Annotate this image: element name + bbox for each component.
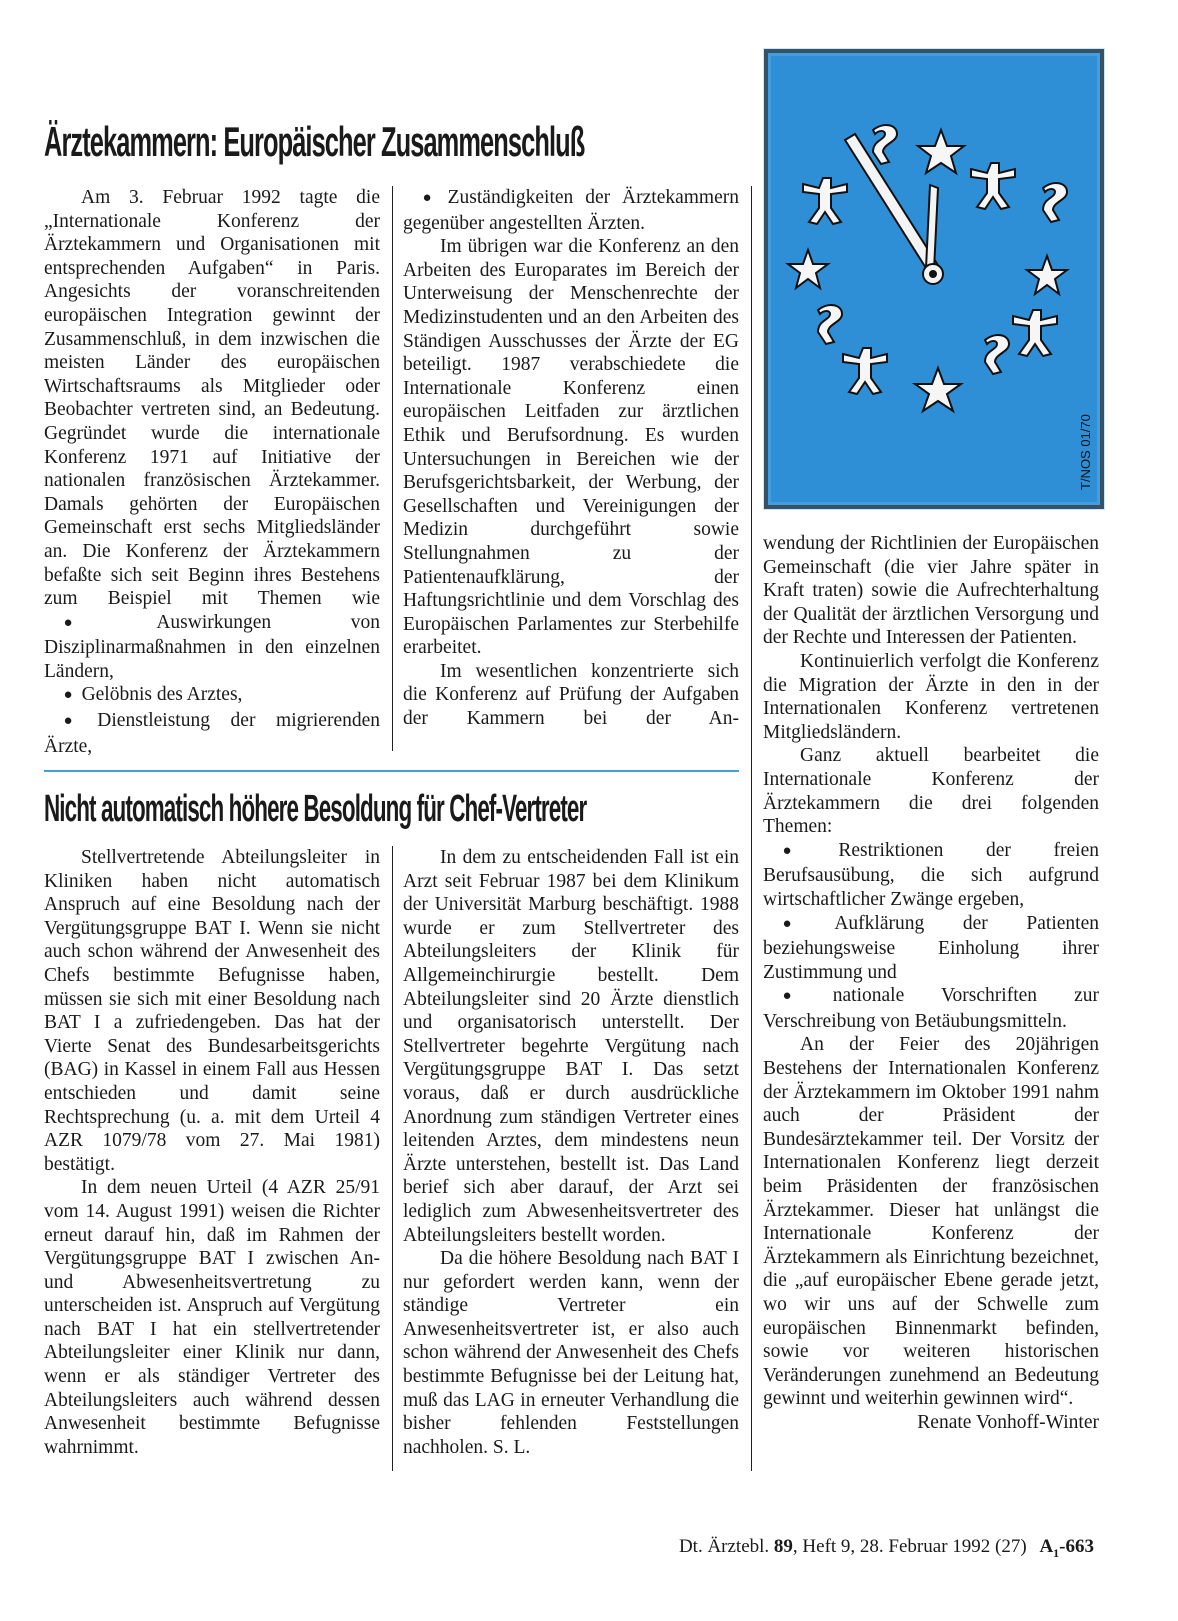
bullet-item: ● Restriktionen der freien Berufsausübung, die sich aufgrund wirtschaftlicher Zwänge ergeben, — [763, 839, 1099, 912]
bullet-item: ● nationale Vorschriften zur Verschreibung von Betäubungsmitteln. — [763, 984, 1099, 1033]
bullet-item: ● Aufklärung der Patienten beziehungsweise Einholung ihrer Zustimmung und — [763, 912, 1099, 985]
article-2-column-2 — [403, 846, 739, 1459]
column-divider — [751, 186, 752, 1471]
eu-clock-illustration — [763, 48, 1105, 510]
paragraph: In dem zu entscheidenden Fall ist ein Arzt seit Februar 1987 bei dem Klinikum der Universität Marburg beschäftigt. 1988 wurde er zum Stellvertreter des Abteilungsleiters der Klinik für Allgemeinchirurgie bestellt. Dem Abteilungsleiter sind 20 Ärzte dienstlich und organisatorisch unterstellt. Der Stellvertreter begehrte Vergütung nach Vergütungsgruppe BAT I. Das setzt voraus, daß er durch ausdrückliche Anordnung zum ständigen Vertreter eines leitenden Arztes, dem mindestens neun Ärzte unterstehen, bestellt ist. Das Land berief sich aber darauf, der Arzt sei lediglich zum Abwesenheitsvertreter des Abteilungsleiters bestellt worden. — [403, 847, 739, 1246]
paragraph: Im übrigen war die Konferenz an den Arbeiten des Europarates im Bereich der Unterweisung der Menschenrechte der Medizinstudenten und an den Arbeiten des Ständigen Ausschusses der Ärzte der EG beteiligt. 1987 verabschiedete die Internationale Konferenz einen europäischen Leitfaden zur ärztlichen Ethik und Berufsordnung. Es wurden Untersuchungen in Bereichen wie der Berufsgerichtsbarkeit, der Werbung, der Gesellschaften und Vereinigungen der Medizin durchgeführt sowie Stellungnahmen zu der Patientenaufklärung, der Haftungsrichtlinie und dem Vorschlag des Europäischen Parlamentes zur Sterbehilfe erarbeitet. — [403, 236, 739, 659]
article-2-column-1 — [44, 846, 380, 1459]
illustration-signature: T/NOS 01/70 — [1078, 414, 1093, 490]
paragraph: Im wesentlichen konzentrierte sich die Konferenz auf Prüfung der Aufgaben der Kammern bei der An- — [403, 660, 739, 730]
paragraph: wendung der Richtlinien der Europäischen Gemeinschaft (die vier Jahre später in Kraft traten) sowie die Aufrechterhaltung der Qualität der ärztlichen Versorgung und der Rechte und Interessen der Patienten. — [763, 533, 1099, 649]
paragraph: In dem neuen Urteil (4 AZR 25/91 vom 14. August 1991) weisen die Richter erneut darauf hin, daß im Rahmen der Vergütungsgruppe BAT I zwischen An- und Abwesenheitsvertretung zu unterscheiden ist. Anspruch auf Vergütung nach BAT I hat ein stellvertretender Abteilungsleiter einer Klinik nur dann, wenn er als ständiger Vertreter des Abteilungsleiters auch während dessen Anwesenheit bestimmte Befugnisse wahrnimmt. — [44, 1177, 380, 1458]
article-1-column-1 — [44, 186, 380, 758]
bullet-item: ● Zuständigkeiten der Ärztekammern gegenüber angestellten Ärzten. — [403, 186, 739, 235]
footer-journal: Dt. Ärztebl. — [678, 1536, 770, 1557]
paragraph: Da die höhere Besoldung nach BAT I nur gefordert werden kann, wenn der ständige Vertreter ein Anwesenheitsvertreter ist, er also auch schon während der Anwesenheit des Chefs bestimmte Befugnisse bei der Leitung hat, muß das LAG in erneuter Verhandlung die bisher fehlenden Feststellungen nachholen. S. L. — [403, 1248, 739, 1458]
column-divider — [392, 846, 393, 1471]
paragraph: Kontinuierlich verfolgt die Konferenz die Migration der Ärzte in den in der Internationalen Konferenz vertretenen Mitgliedsländern. — [763, 650, 1099, 743]
bullet-item: ● Dienstleistung der migrierenden Ärzte, — [44, 709, 380, 758]
article-1-column-3 — [763, 532, 1099, 1435]
bullet-item: ● Auswirkungen von Disziplinarmaßnahmen in den einzelnen Ländern, — [44, 611, 380, 684]
bullet-item: ● Gelöbnis des Arztes, — [44, 683, 380, 709]
article-1-author: Renate Vonhoff-Winter — [917, 1411, 1099, 1433]
paragraph: Stellvertretende Abteilungsleiter in Kliniken haben nicht automatisch Anspruch auf eine Besoldung nach der Vergütungsgruppe BAT I. Wenn sie nicht auch schon während der Anwesenheit des Chefs bestimmte Befugnisse haben, müssen sie sich mit einer Besoldung nach BAT I a zufriedengeben. Das hat der Vierte Senat des Bundesarbeitsgerichts (BAG) in Kassel in einem Fall aus Hessen entschieden und damit seine Rechtsprechung (u. a. mit dem Urteil 4 AZR 1079/78 vom 27. Mai 1981) bestätigt. — [44, 847, 380, 1175]
article-separator — [44, 770, 739, 772]
footer-page-number: $A_1-663$ — [1039, 1536, 1094, 1560]
footer-issue-date: , Heft 9, 28. Februar 1992 (27) — [792, 1536, 1027, 1557]
page-footer — [679, 1536, 1094, 1561]
paragraph: Ganz aktuell bearbeitet die Internationale Konferenz der Ärztekammern die drei folgenden Themen: — [763, 745, 1099, 838]
footer-volume: 89 — [773, 1536, 793, 1557]
column-divider — [392, 186, 393, 751]
article-1-column-2 — [403, 186, 739, 731]
article-1-title: Ärztekammern: Europäischer Zusammenschluß — [44, 118, 585, 165]
paragraph: An der Feier des 20jährigen Bestehens der Internationalen Konferenz der Ärztekammern im Oktober 1991 nahm auch der Präsident der Bundesärztekammer teil. Der Vorsitz der Internationalen Konferenz liegt derzeit beim Präsidenten der französischen Ärztekammer. Dieser hat unlängst die Internationale Konferenz der Ärztekammern als Einrichtung bezeichnet, die „auf europäischer Ebene gerade jetzt, wo wir uns auf der Schwelle zum europäischen Binnenmarkt befinden, sowie vor weiteren historischen Veränderungen zunehmend an Bedeutung gewinnt und weiterhin gewinnen wird“. — [763, 1034, 1099, 1410]
article-2-title: Nicht automatisch höhere Besoldung für Chef-Vertreter — [44, 788, 587, 830]
illustration — [763, 48, 1105, 510]
paragraph: Am 3. Februar 1992 tagte die „Internationale Konferenz der Ärztekammern und Organisationen mit entsprechenden Aufgaben“ in Paris. Angesichts der voranschreitenden europäischen Integration gewinnt der Zusammenschluß, in dem inzwischen die meisten Länder des europäischen Wirtschaftsraums als Mitglieder oder Beobachter vertreten sind, an Bedeutung. Gegründet wurde die internationale Konferenz 1971 auf Initiative der nationalen französischen Ärztekammer. Damals gehörten der Europäischen Gemeinschaft erst sechs Mitgliedsländer an. Die Konferenz der Ärztekammern befaßte sich seit Beginn ihres Bestehens zum Beispiel mit Themen wie — [44, 187, 380, 610]
